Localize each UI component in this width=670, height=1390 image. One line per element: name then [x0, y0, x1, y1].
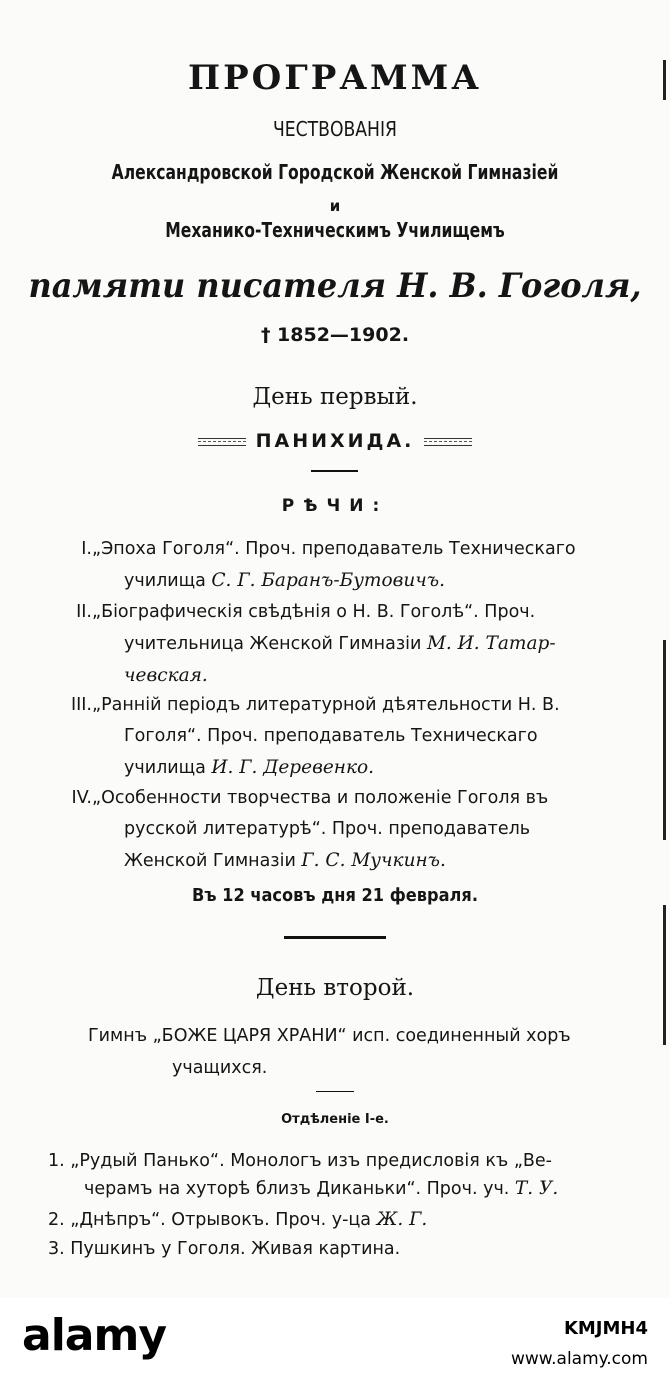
speech-line: „Особенности творчества и положеніе Гоголя въ: [92, 788, 549, 808]
speech-line: русской литературѣ“. Проч. преподаватель: [124, 819, 531, 839]
program-piece: [48, 1206, 628, 1234]
speech-line: чевская.: [124, 665, 208, 686]
speech-line: Гоголя“. Проч. преподаватель Техническаго: [124, 726, 538, 746]
watermark-url: www.alamy.com: [510, 1349, 648, 1369]
section-heading: Отдѣленіе І-е.: [281, 1112, 389, 1127]
page-edge-mark: [663, 640, 666, 840]
program-subtitle: ЧЕСТВОВАНІЯ: [272, 117, 398, 141]
piece-number: 3.: [48, 1239, 71, 1259]
speech-number: IV.: [71, 788, 92, 808]
program-title: ПРОГРАММА: [188, 58, 482, 98]
speech-line: училища С. Г. Баранъ-Бутовичъ.: [124, 570, 446, 591]
ornament-left: [198, 438, 246, 446]
section-divider: [284, 936, 386, 939]
speech-line: „Біографическія свѣдѣнія о Н. В. Гоголѣ“. Проч.: [92, 602, 536, 622]
speech-number: III.: [70, 695, 92, 715]
piece-number: 1.: [48, 1151, 71, 1171]
institution-school: Механико-Техническимъ Училищемъ: [165, 218, 505, 242]
day-two-heading: День второй.: [255, 975, 415, 1001]
years-line: † 1852—1902.: [260, 324, 410, 346]
piece-line: 1. „Рудый Панько“. Монологъ изъ предисловія къ „Ве-: [48, 1151, 552, 1171]
divider: [311, 470, 358, 472]
piece-number: 2.: [48, 1210, 71, 1230]
day-one-heading: День первый.: [252, 384, 418, 410]
piece-line: черамъ на хуторѣ близъ Диканьки“. Проч. уч. Т. У.: [84, 1178, 559, 1199]
hymn-line: Гимнъ „БОЖЕ ЦАРЯ ХРАНИ“ исп. соединенный хоръ: [88, 1026, 571, 1046]
divider: [316, 1091, 354, 1092]
speech-number: I.: [81, 539, 92, 559]
program-piece: [48, 1147, 628, 1203]
service-heading: [0, 430, 670, 452]
time-line: Въ 12 часовъ дня 21 февраля.: [192, 885, 478, 906]
speech-line: „Эпоха Гоголя“. Проч. преподаватель Техническаго: [92, 539, 576, 559]
hymn-entry: [88, 1020, 628, 1084]
hymn-line: учащихся.: [172, 1058, 268, 1078]
speech-number: II.: [76, 602, 92, 622]
speech-line: училища И. Г. Деревенко.: [124, 757, 375, 778]
piece-line: 2. „Днѣпръ“. Отрывокъ. Проч. у-ца Ж. Г.: [48, 1209, 428, 1230]
speech-line: „Ранній періодъ литературной дѣятельности Н. В.: [92, 695, 560, 715]
memory-line: памяти писателя Н. В. Гоголя,: [28, 266, 642, 306]
speech-line: учительница Женской Гимназіи М. И. Татар-: [124, 633, 556, 654]
ornament-right: [424, 438, 472, 446]
institution-gymnasium: Александровской Городской Женской Гимназіей: [111, 160, 559, 184]
conjunction: и: [329, 197, 341, 215]
watermark-logo: alamy: [22, 1310, 166, 1361]
service-label: ПАНИХИДА.: [255, 430, 415, 452]
watermark-image-id: KMJMH4: [563, 1318, 648, 1339]
program-piece: [48, 1235, 628, 1263]
piece-line: 3. Пушкинъ у Гоголя. Живая картина.: [48, 1239, 401, 1259]
speeches-heading: РѢЧИ:: [281, 496, 389, 516]
speech-line: Женской Гимназіи Г. С. Мучкинъ.: [124, 850, 446, 871]
